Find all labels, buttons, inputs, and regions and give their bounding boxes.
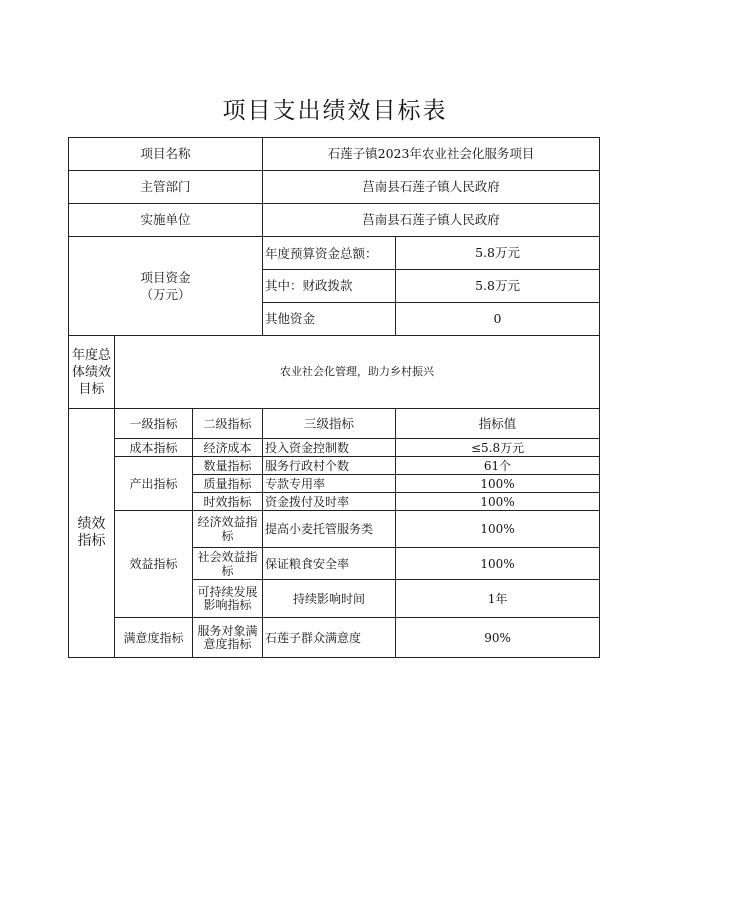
quantity-value: 61个: [396, 457, 600, 475]
annual-goal-label: 年度总体绩效目标: [69, 336, 115, 409]
economic-level2: 经济效益指标: [193, 511, 263, 548]
other-funds-value: 0: [396, 303, 600, 336]
quantity-level2: 数量指标: [193, 457, 263, 475]
annual-goal-value: 农业社会化管理，助力乡村振兴: [115, 336, 600, 409]
fiscal-value: 5.8万元: [396, 270, 600, 303]
table-row: [69, 511, 600, 548]
table-row: [69, 336, 600, 409]
sustainable-level2: 可持续发展影响指标: [193, 580, 263, 618]
page-title: 项目支出绩效目标表: [222, 98, 448, 124]
economic-level3: 提高小麦托管服务类: [263, 511, 396, 548]
annual-budget-value: 5.8万元: [396, 237, 600, 270]
quality-level3: 专款专用率: [263, 475, 396, 493]
table-row: [69, 138, 600, 171]
fiscal-label: 其中：财政拨款: [263, 270, 396, 303]
header-level2: 二级指标: [193, 409, 263, 439]
dept-value: 莒南县石莲子镇人民政府: [263, 171, 600, 204]
header-value: 指标值: [396, 409, 600, 439]
header-level1: 一级指标: [115, 409, 193, 439]
social-level2: 社会效益指标: [193, 548, 263, 580]
social-level3: 保证粮食安全率: [263, 548, 396, 580]
economic-value: 100%: [396, 511, 600, 548]
timeliness-level3: 资金拨付及时率: [263, 493, 396, 511]
table-row: [69, 618, 600, 658]
output-level1: 产出指标: [115, 457, 193, 511]
timeliness-value: 100%: [396, 493, 600, 511]
table-row: [69, 409, 600, 439]
header-level3: 三级指标: [263, 409, 396, 439]
satisfaction-value: 90%: [396, 618, 600, 658]
table-row: [69, 204, 600, 237]
funds-label: 项目资金 （万元）: [69, 237, 263, 336]
indicators-section-label: 绩效指标: [69, 409, 115, 658]
impl-label: 实施单位: [69, 204, 263, 237]
dept-label: 主管部门: [69, 171, 263, 204]
impl-value: 莒南县石莲子镇人民政府: [263, 204, 600, 237]
sustainable-value: 1年: [396, 580, 600, 618]
cost-level2: 经济成本: [193, 439, 263, 457]
quantity-level3: 服务行政村个数: [263, 457, 396, 475]
timeliness-level2: 时效指标: [193, 493, 263, 511]
sustainable-level3: 持续影响时间: [263, 580, 396, 618]
social-value: 100%: [396, 548, 600, 580]
table-row: [69, 439, 600, 457]
table-row: [69, 457, 600, 475]
quality-value: 100%: [396, 475, 600, 493]
table-row: [69, 171, 600, 204]
cost-level1: 成本指标: [115, 439, 193, 457]
annual-budget-label: 年度预算资金总额：: [263, 237, 396, 270]
project-name-label: 项目名称: [69, 138, 263, 171]
quality-level2: 质量指标: [193, 475, 263, 493]
benefit-level1: 效益指标: [115, 511, 193, 618]
performance-table: [68, 137, 600, 658]
table-row: [69, 237, 600, 270]
cost-level3: 投入资金控制数: [263, 439, 396, 457]
cost-value: ≤5.8万元: [396, 439, 600, 457]
project-name-value: 石莲子镇2023年农业社会化服务项目: [263, 138, 600, 171]
other-funds-label: 其他资金: [263, 303, 396, 336]
satisfaction-level2: 服务对象满意度指标: [193, 618, 263, 658]
satisfaction-level3: 石莲子群众满意度: [263, 618, 396, 658]
satisfaction-level1: 满意度指标: [115, 618, 193, 658]
